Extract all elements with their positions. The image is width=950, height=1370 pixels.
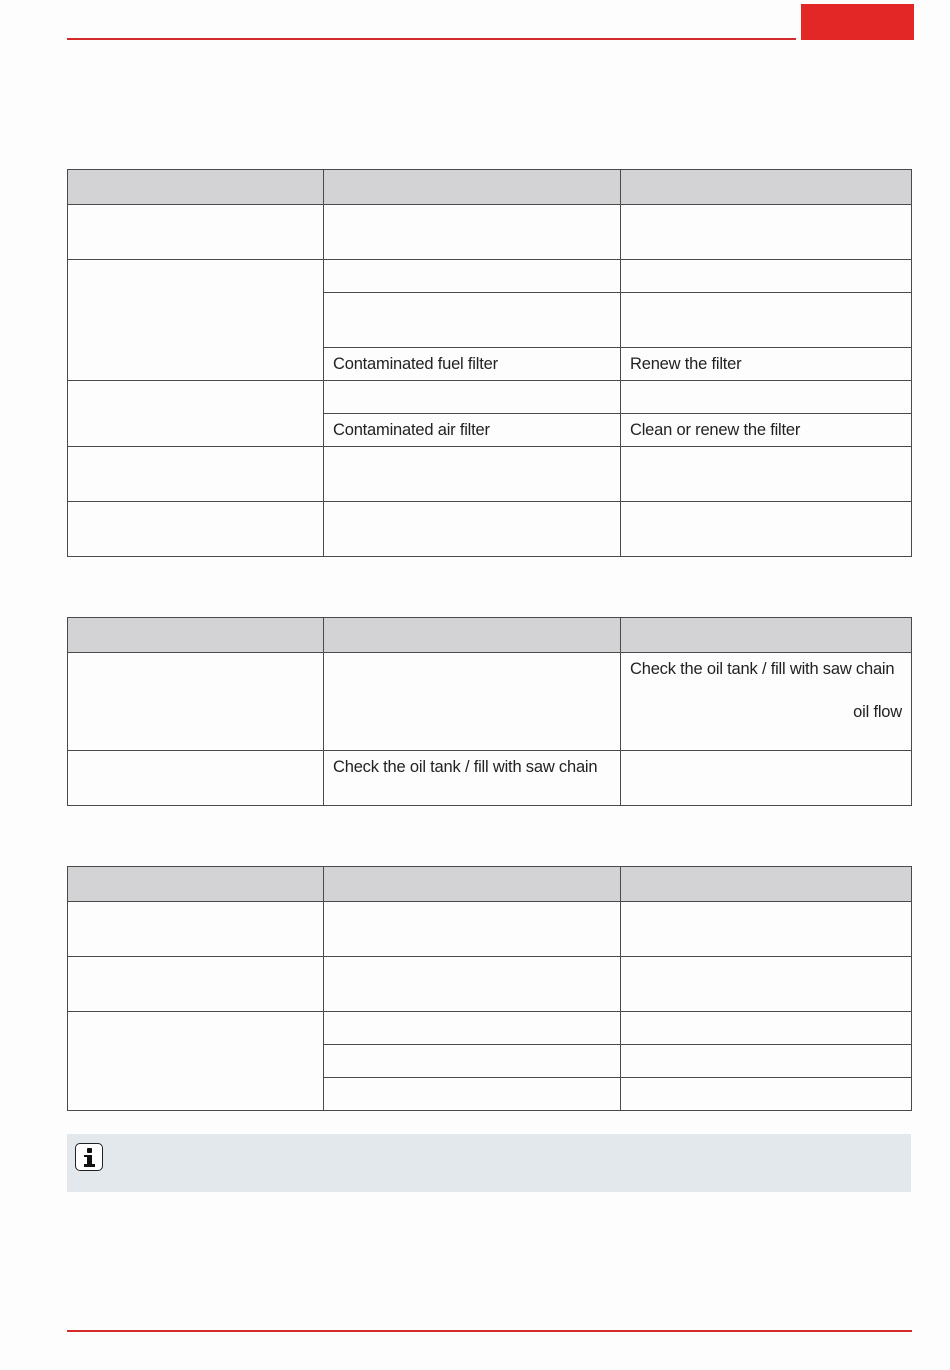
troubleshooting-table-3: [67, 866, 912, 1111]
table-row: [68, 502, 912, 557]
table-row: [68, 957, 912, 1012]
table-row: [68, 260, 912, 293]
table-row: [68, 205, 912, 260]
remedy-cell: Clean or renew the filter: [621, 414, 912, 447]
table-row: [68, 1012, 912, 1045]
remedy-cell: Renew the filter: [621, 348, 912, 381]
table-cell: [621, 957, 912, 1012]
table-row: [68, 751, 912, 806]
table-cell: [68, 260, 324, 381]
table-cell: [68, 902, 324, 957]
header-cell: [68, 170, 324, 205]
table-cell: [68, 447, 324, 502]
remedy-line-2: oil flow: [853, 703, 902, 721]
table-cell: [324, 1045, 621, 1078]
header-cell: [68, 867, 324, 902]
table-header-row: [68, 867, 912, 902]
header-cell: [621, 867, 912, 902]
cause-cell: Contaminated air filter: [324, 414, 621, 447]
table-header-row: [68, 170, 912, 205]
cause-cell: Contaminated fuel filter: [324, 348, 621, 381]
header-cell: [621, 170, 912, 205]
table-cell: [324, 653, 621, 751]
header-cell: [621, 618, 912, 653]
table-row: [68, 902, 912, 957]
chapter-tab: [801, 4, 914, 40]
table-cell: [68, 957, 324, 1012]
table-cell: [324, 205, 621, 260]
table-cell: [621, 1078, 912, 1111]
table-cell: [621, 447, 912, 502]
info-note: [67, 1134, 911, 1192]
remedy-cell: [621, 653, 912, 751]
table-cell: [324, 381, 621, 414]
info-icon: [75, 1143, 103, 1171]
header-cell: [324, 618, 621, 653]
table-cell: [68, 205, 324, 260]
table-cell: [621, 381, 912, 414]
remedy-line-1: Check the oil tank / fill with saw chain: [630, 660, 895, 678]
troubleshooting-table-1: [67, 169, 912, 557]
footer-rule: [67, 1330, 912, 1332]
table-cell: [68, 381, 324, 447]
troubleshooting-table-2: [67, 617, 912, 806]
table-cell: [621, 293, 912, 348]
table-cell: [68, 653, 324, 751]
table-cell: [324, 902, 621, 957]
table-cell: [68, 502, 324, 557]
table-cell: [621, 1012, 912, 1045]
table-cell: [68, 1012, 324, 1111]
table-cell: [621, 502, 912, 557]
table-row: [68, 447, 912, 502]
header-cell: [324, 867, 621, 902]
table-cell: [324, 957, 621, 1012]
table-cell: [324, 502, 621, 557]
header-cell: [324, 170, 621, 205]
table-cell: [621, 751, 912, 806]
table-row: [68, 381, 912, 414]
table-cell: [324, 1078, 621, 1111]
table-cell: [324, 447, 621, 502]
table-cell: [621, 205, 912, 260]
header-rule: [67, 38, 796, 40]
table-cell: [621, 260, 912, 293]
table-cell: [621, 1045, 912, 1078]
table-row: [68, 653, 912, 751]
table-cell: [324, 293, 621, 348]
table-cell: [621, 902, 912, 957]
cause-cell: Check the oil tank / fill with saw chain: [324, 751, 621, 806]
table-cell: [68, 751, 324, 806]
header-cell: [68, 618, 324, 653]
table-header-row: [68, 618, 912, 653]
table-cell: [324, 1012, 621, 1045]
table-cell: [324, 260, 621, 293]
